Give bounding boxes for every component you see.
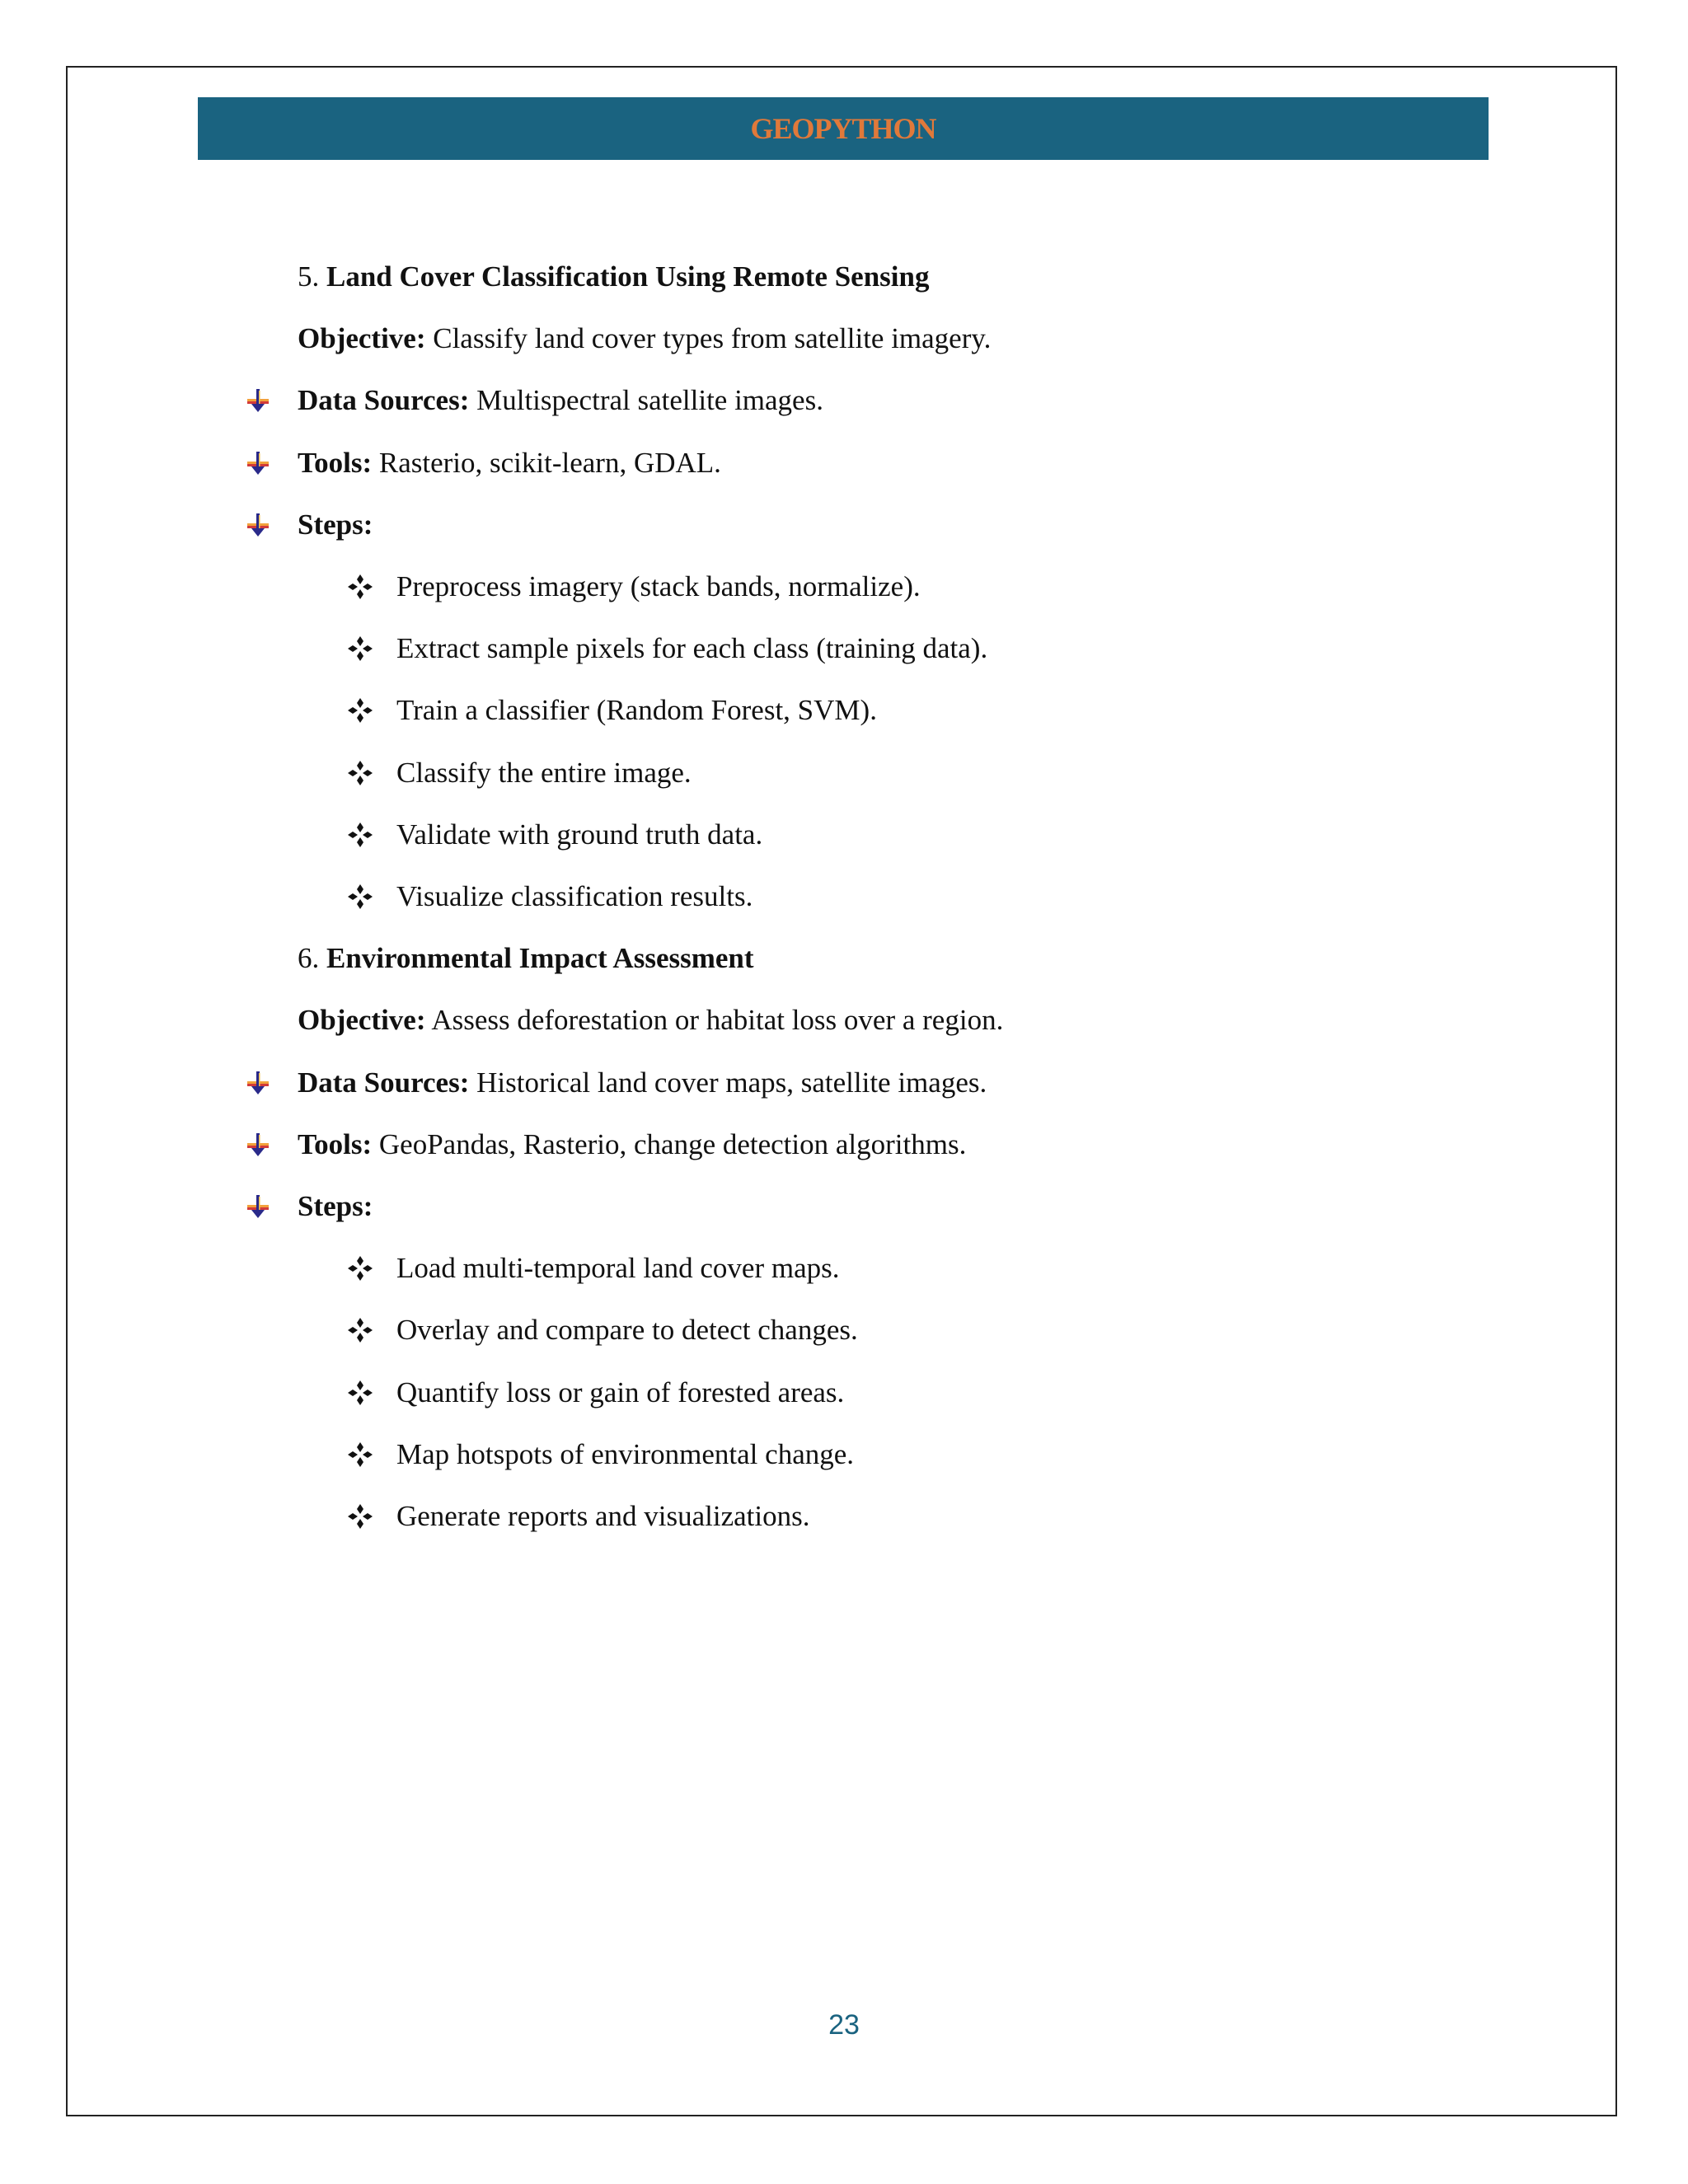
step-item — [396, 569, 921, 605]
steps-label: Steps: — [298, 509, 373, 541]
four-diamond-bullet-icon — [347, 1380, 373, 1406]
step-text: Extract sample pixels for each class (training data). — [396, 632, 988, 664]
four-diamond-bullet-icon — [347, 822, 373, 848]
down-arrow-bullet-icon — [246, 1193, 270, 1220]
step-text: Train a classifier (Random Forest, SVM). — [396, 694, 877, 726]
four-diamond-bullet-icon — [347, 1317, 373, 1343]
section-number: 6. — [298, 942, 320, 974]
tools-label: Tools: — [298, 1128, 373, 1160]
objective-text: Classify land cover types from satellite imagery. — [433, 322, 992, 354]
section-heading — [298, 259, 929, 295]
down-arrow-bullet-icon — [246, 387, 270, 414]
step-item — [396, 1436, 854, 1473]
page-number: 23 — [828, 2009, 860, 2041]
step-text: Visualize classification results. — [396, 880, 753, 912]
four-diamond-bullet-icon — [347, 574, 373, 600]
step-item — [396, 1312, 858, 1348]
header-title: GEOPYTHON — [750, 112, 936, 145]
four-diamond-bullet-icon — [347, 1503, 373, 1530]
section-heading — [298, 940, 754, 977]
section-title: Land Cover Classification Using Remote Sensing — [326, 260, 930, 293]
section-title: Environmental Impact Assessment — [326, 942, 754, 974]
step-item — [396, 692, 877, 729]
section-number: 5. — [298, 260, 320, 293]
step-text: Load multi-temporal land cover maps. — [396, 1252, 840, 1284]
data-sources-item — [298, 1065, 987, 1101]
objective-text: Assess deforestation or habitat loss over a region. — [431, 1004, 1004, 1036]
step-text: Map hotspots of environmental change. — [396, 1438, 855, 1470]
down-arrow-bullet-icon — [246, 512, 270, 538]
data-sources-text: Multispectral satellite images. — [476, 384, 823, 416]
step-item — [396, 755, 692, 791]
four-diamond-bullet-icon — [347, 1255, 373, 1282]
step-item — [396, 817, 762, 853]
step-text: Quantify loss or gain of forested areas. — [396, 1376, 845, 1408]
tools-label: Tools: — [298, 447, 373, 479]
step-text: Preprocess imagery (stack bands, normalize). — [396, 570, 921, 602]
data-sources-label: Data Sources: — [298, 384, 470, 416]
tools-item — [298, 445, 721, 481]
step-item — [396, 1498, 809, 1535]
objective-line — [298, 321, 991, 357]
step-item — [396, 879, 753, 915]
steps-item — [298, 1188, 373, 1225]
step-text: Classify the entire image. — [396, 757, 692, 789]
four-diamond-bullet-icon — [347, 883, 373, 910]
step-item — [396, 630, 987, 667]
objective-label: Objective: — [298, 1004, 426, 1036]
down-arrow-bullet-icon — [246, 450, 270, 476]
tools-item — [298, 1127, 966, 1163]
steps-label: Steps: — [298, 1190, 373, 1222]
step-item — [396, 1250, 839, 1286]
steps-item — [298, 507, 373, 543]
step-item — [396, 1375, 844, 1411]
data-sources-text: Historical land cover maps, satellite images. — [476, 1066, 987, 1099]
objective-line — [298, 1002, 1003, 1038]
step-text: Generate reports and visualizations. — [396, 1500, 810, 1532]
tools-text: GeoPandas, Rasterio, change detection algorithms. — [378, 1128, 967, 1160]
four-diamond-bullet-icon — [347, 635, 373, 662]
down-arrow-bullet-icon — [246, 1132, 270, 1158]
down-arrow-bullet-icon — [246, 1070, 270, 1096]
header-band — [198, 97, 1489, 160]
four-diamond-bullet-icon — [347, 1441, 373, 1468]
step-text: Overlay and compare to detect changes. — [396, 1314, 858, 1346]
tools-text: Rasterio, scikit-learn, GDAL. — [378, 447, 721, 479]
objective-label: Objective: — [298, 322, 426, 354]
four-diamond-bullet-icon — [347, 760, 373, 786]
data-sources-item — [298, 382, 823, 419]
four-diamond-bullet-icon — [347, 697, 373, 724]
data-sources-label: Data Sources: — [298, 1066, 470, 1099]
step-text: Validate with ground truth data. — [396, 818, 763, 851]
